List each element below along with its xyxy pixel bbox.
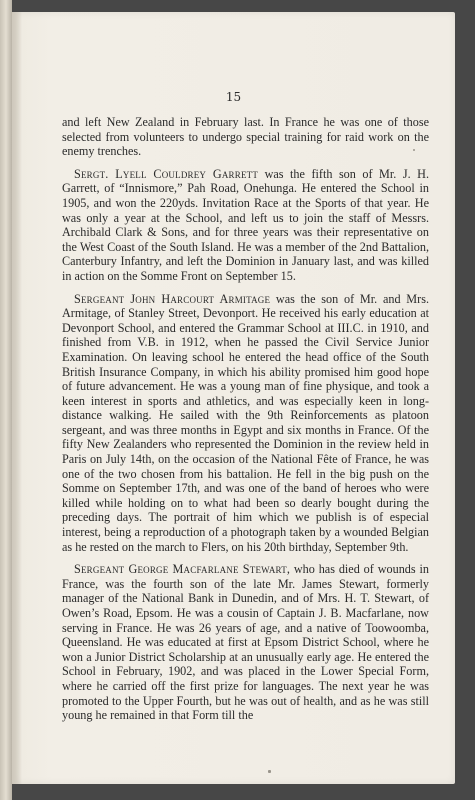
page-body [62, 115, 429, 731]
paper-speck [268, 770, 271, 773]
paper-speck [413, 149, 415, 151]
obituary-stewart [62, 562, 429, 723]
page-gutter-shadow [12, 12, 22, 784]
paragraph-text: was the fifth son of Mr. J. H. Garrett, of “Innismore,” Pah Road, Onehunga. He entered the School in 1905, and won the 220yds. Invitation Race at the Sports of that year. He was only a year at the School, and left us to join the staff of Messrs. Archibald Clark & Sons, and for three years was their representative on the West Coast of the South Island. He was a member of the 2nd Battalion, Canterbury Infantry, and left the Dominion in January last, and was killed in action on the Somme Front on September 15. [62, 166, 429, 283]
paragraph-text: and left New Zealand in February last. In France he was one of those selected from volunteers to undergo special training for raid work on the enemy trenches. [62, 115, 429, 159]
paragraph-text: was the son of Mr. and Mrs. Armitage, of Stanley Street, Devonport. He received his early education at Devonport School, and entered the Grammar School at III.C. in 1910, and finished from V.B. in 1912, when he passed the Civil Service Junior Examination. On leaving school he entered the head office of the South British Insurance Company, in which his ability promised him good hope of future advancement. He was a young man of fine physique, and took a keen interest in sports and athletics, and was especially keen in long-distance walking. He sailed with the 9th Reinforcements as platoon sergeant, and was three months in Egypt and six months in France. Of the fifty New Zealanders who represented the Dominion in the review held in Paris on July 14th, on the occasion of the National Fête of France, he was one of the two chosen from his battalion. He fell in the big push on the Somme on September 17th, and was one of the band of heroes who were killed while holding on to what had been so dearly bought during the preceding days. The portrait of him which we publish is of especial interest, being a reproduction of a photograph taken by a wounded Belgian as he rested on the march to Flers, on his 20th birthday, September 9th. [62, 291, 429, 554]
paragraph-text: , who has died of wounds in France, was the fourth son of the late Mr. James Stewart, formerly manager of the National Bank in Dunedin, and of Mrs. H. T. Stewart, of Owen’s Road, Epsom. He was a cousin of Captain J. B. Macfarlane, now serving in France. He was 26 years of age, and a native of Toowoomba, Queensland. He was educated at first at Epsom District School, where he won a Junior District Scholarship at an unusually early age. He entered the School in February, 1902, and was placed in the Lower Special Form, where he carried off the first prize for languages. The next year he was promoted to the Upper Fourth, but he was out of health, and as he was still young he remained in that Form till the [62, 562, 429, 723]
person-name: Sergeant George Macfarlane Stewart [74, 562, 287, 577]
page-number: 15 [225, 90, 242, 104]
book-page [12, 12, 455, 784]
obituary-garrett [62, 167, 429, 284]
person-name: Sergt. Lyell Couldrey Garrett [74, 166, 259, 181]
obituary-armitage [62, 292, 429, 555]
person-name: Sergeant John Harcourt Armitage [74, 291, 271, 306]
paragraph-continuation [62, 115, 429, 159]
previous-page-edge [0, 0, 12, 800]
